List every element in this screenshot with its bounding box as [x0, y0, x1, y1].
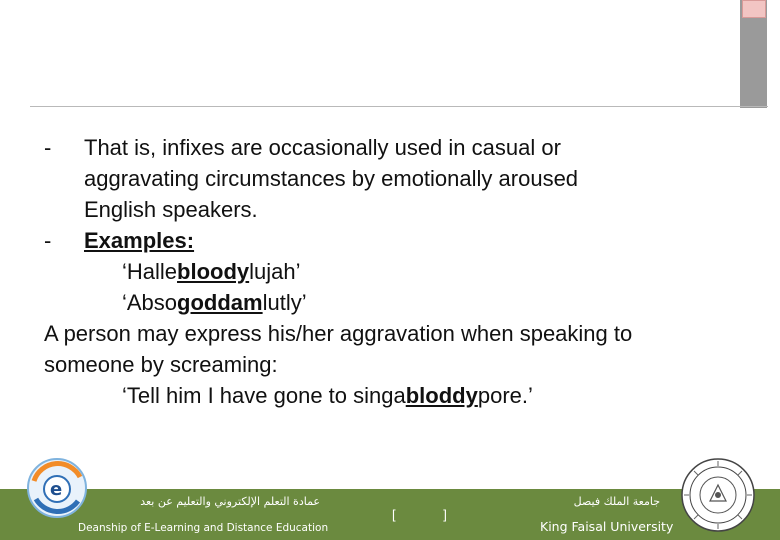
example-2 [44, 287, 744, 318]
e-learning-logo-icon [26, 457, 88, 519]
example-1-infix: bloody [177, 259, 250, 284]
university-seal-icon [680, 457, 756, 533]
slide-number: [ ] [392, 507, 469, 522]
footer-english-deanship: Deanship of E-Learning and Distance Education [78, 522, 329, 534]
paragraph-line-2: someone by screaming: [44, 352, 278, 377]
examples-label: Examples: [84, 228, 195, 253]
footer-bar [0, 489, 780, 540]
example-1-post: lujah’ [249, 259, 301, 284]
svg-text:e: e [50, 479, 63, 500]
title-divider [30, 106, 768, 107]
bullet-1-line-2: aggravating circumstances by emotionally aroused [84, 166, 579, 191]
example-2-pre: ‘Abso [122, 290, 178, 315]
bullet-dash: - [44, 135, 52, 160]
bullet-1 [44, 132, 744, 163]
example-1-pre: ‘Halle [122, 259, 178, 284]
bullet-1-line-3: English speakers. [84, 197, 258, 222]
example-2-infix: goddam [177, 290, 263, 315]
bullet-2 [44, 225, 744, 256]
footer-arabic-deanship: عمادة التعلم الإلكتروني والتعليم عن بعد [140, 495, 320, 508]
side-accent-tab [742, 0, 766, 18]
example-1 [44, 256, 744, 287]
paragraph-line-1: A person may express his/her aggravation when speaking to [44, 321, 633, 346]
example-3-post: pore.’ [477, 383, 533, 408]
footer-english-university: King Faisal University [540, 519, 674, 534]
example-3-pre: ‘Tell him I have gone to singa [122, 383, 406, 408]
example-3 [44, 380, 744, 411]
slide-body [44, 132, 744, 411]
footer-arabic-university: جامعة الملك فيصل [573, 495, 660, 508]
example-3-infix: bloddy [405, 383, 478, 408]
bullet-1-line-1: That is, infixes are occasionally used in casual or [84, 135, 561, 160]
bullet-dash: - [44, 228, 52, 253]
example-2-post: lutly’ [262, 290, 307, 315]
